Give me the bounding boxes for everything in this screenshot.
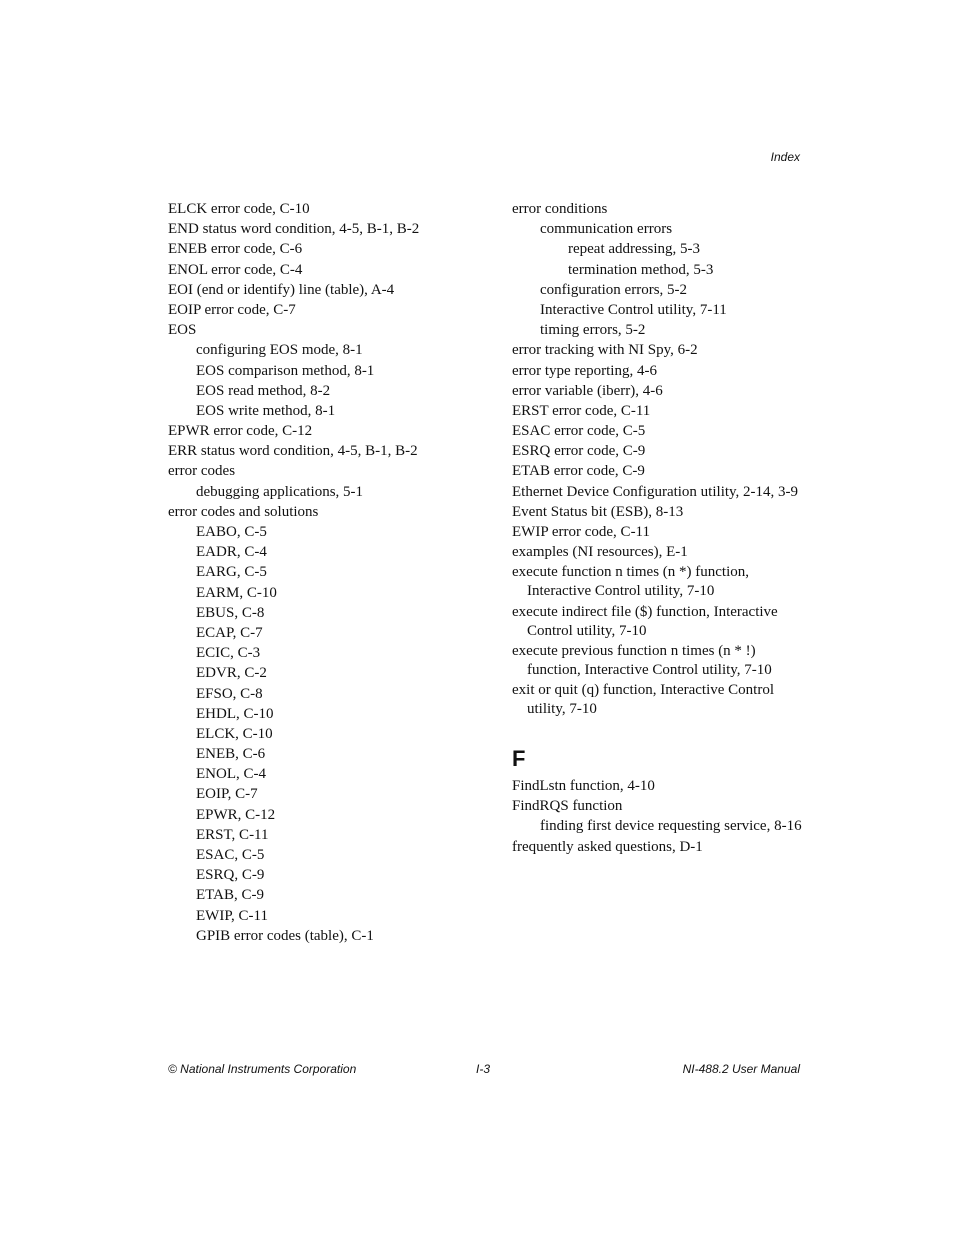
index-entry: ESAC error code, C-5	[512, 423, 646, 440]
running-head: Index	[770, 150, 800, 164]
index-entry: error variable (iberr), 4-6	[512, 382, 663, 399]
index-entry: communication errors	[540, 221, 673, 238]
index-entry: error type reporting, 4-6	[512, 362, 657, 379]
index-entry: repeat addressing, 5-3	[568, 241, 701, 258]
index-entry: error tracking with NI Spy, 6-2	[512, 342, 698, 359]
index-entry: EOS read method, 8-2	[196, 382, 331, 399]
index-entry: GPIB error codes (table), C-1	[196, 927, 374, 944]
index-entry: examples (NI resources), E-1	[512, 544, 688, 561]
index-entry: exit or quit (q) function, Interactive Control utility, 7-10	[512, 681, 775, 717]
index-entry: ERST, C-11	[196, 826, 269, 843]
index-entry: debugging applications, 5-1	[196, 483, 364, 500]
index-entries-right	[512, 200, 812, 719]
index-entry: EWIP error code, C-11	[512, 524, 651, 540]
index-entry: frequently asked questions, D-1	[512, 838, 703, 855]
index-entry: END status word condition, 4-5, B-1, B-2	[168, 221, 420, 238]
footer-manual-title: NI-488.2 User Manual	[682, 1062, 800, 1076]
index-entry: ENEB error code, C-6	[168, 241, 303, 258]
index-entry: EOIP error code, C-7	[168, 301, 296, 318]
index-entry: FindLstn function, 4-10	[512, 777, 655, 794]
index-entry: EWIP, C-11	[196, 907, 268, 924]
index-entry: ELCK, C-10	[196, 725, 273, 742]
index-entry: EOIP, C-7	[196, 786, 258, 803]
section-letter-f: F	[512, 745, 526, 771]
index-column-right	[512, 200, 812, 858]
index-column-left	[168, 200, 488, 947]
index-entry: ENEB, C-6	[196, 746, 266, 763]
index-entry: ESAC, C-5	[196, 847, 265, 863]
index-entry: EDVR, C-2	[196, 665, 267, 682]
index-entry: termination method, 5-3	[568, 261, 714, 278]
index-entry: execute function n times (n *) function, Interactive Control utility, 7-10	[512, 564, 750, 600]
index-entry: EPWR error code, C-12	[168, 423, 313, 440]
index-entry: ENOL error code, C-4	[168, 261, 303, 278]
index-entry: ETAB error code, C-9	[512, 463, 645, 480]
index-entry: EOS write method, 8-1	[196, 402, 336, 419]
index-entry: ENOL, C-4	[196, 766, 266, 783]
index-entry: error codes and solutions	[168, 503, 319, 520]
index-entry: Event Status bit (ESB), 8-13	[512, 503, 684, 520]
index-entry: ECIC, C-3	[196, 645, 261, 662]
index-entry: configuring EOS mode, 8-1	[196, 342, 363, 359]
index-entry: ECAP, C-7	[196, 624, 263, 641]
index-entry: EARG, C-5	[196, 564, 267, 581]
index-entry: EPWR, C-12	[196, 806, 276, 823]
index-entry: Ethernet Device Configuration utility, 2-14, 3-9	[512, 483, 799, 500]
index-entry: EADR, C-4	[196, 544, 267, 561]
index-entry: ERST error code, C-11	[512, 402, 651, 419]
index-entry: error conditions	[512, 201, 608, 217]
index-entry: Interactive Control utility, 7-11	[540, 301, 727, 318]
index-entry: EOS	[168, 322, 197, 339]
footer-copyright: © National Instruments Corporation	[168, 1062, 357, 1076]
index-entry: ESRQ error code, C-9	[512, 443, 646, 460]
index-entry: ETAB, C-9	[196, 887, 264, 904]
index-entry: ELCK error code, C-10	[168, 201, 310, 217]
index-entry: configuration errors, 5-2	[540, 281, 688, 298]
index-entry: execute indirect file ($) function, Interactive Control utility, 7-10	[512, 603, 778, 639]
index-entry: EBUS, C-8	[196, 604, 265, 621]
footer-page-number: I-3	[476, 1062, 491, 1076]
index-entry: EHDL, C-10	[196, 705, 274, 722]
index-entry: EARM, C-10	[196, 584, 277, 601]
index-entry: FindRQS function	[512, 798, 623, 815]
index-entry: EOI (end or identify) line (table), A-4	[168, 281, 395, 298]
index-entry: finding first device requesting service, 8-16	[540, 818, 802, 835]
index-entry: EFSO, C-8	[196, 685, 263, 702]
index-entry: EABO, C-5	[196, 524, 267, 540]
index-entry: ERR status word condition, 4-5, B-1, B-2	[168, 443, 418, 460]
index-entry: timing errors, 5-2	[540, 322, 646, 339]
index-entry: ESRQ, C-9	[196, 867, 265, 884]
index-entries-left	[168, 200, 488, 946]
index-entry: EOS comparison method, 8-1	[196, 362, 375, 379]
index-entries-f	[512, 777, 812, 857]
index-entry: execute previous function n times (n * !) function, Interactive Control utility, 7-10	[512, 642, 772, 678]
index-entry: error codes	[168, 463, 236, 480]
